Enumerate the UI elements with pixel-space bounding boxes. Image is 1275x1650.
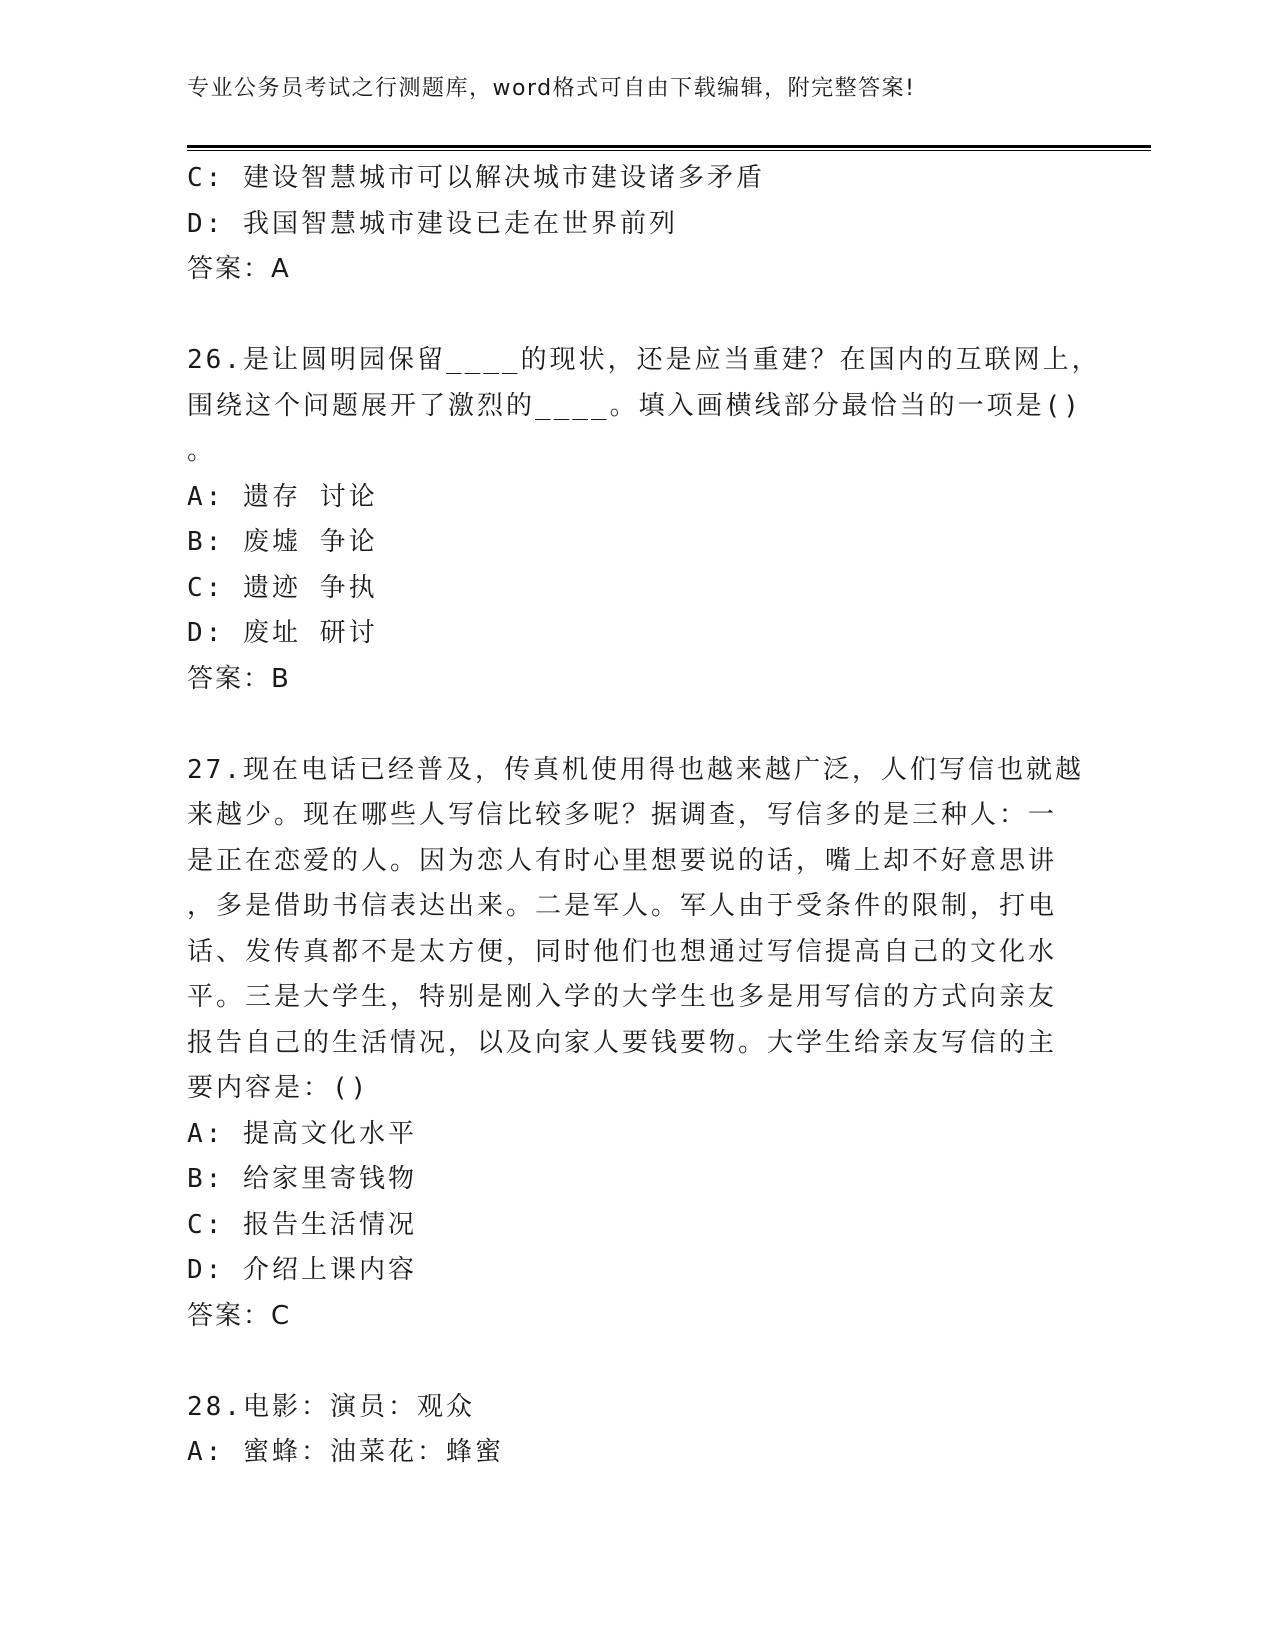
option-a: A: 遗存 讨论 bbox=[187, 481, 378, 512]
page-header: 专业公务员考试之行测题库，word格式可自由下载编辑，附完整答案! bbox=[187, 76, 916, 101]
question-text-line: 来越少。现在哪些人写信比较多呢？据调查，写信多的是三种人：一 bbox=[187, 800, 1058, 830]
spacer bbox=[187, 1339, 1087, 1385]
question-text-line: 要内容是：() bbox=[187, 1073, 370, 1103]
question-text-line: 报告自己的生活情况，以及向家人要钱要物。大学生给亲友写信的主 bbox=[187, 1027, 1058, 1058]
option-c: C: 遗迹 争执 bbox=[187, 572, 378, 603]
answer-line: 答案：B bbox=[187, 663, 291, 694]
question-block-28 bbox=[187, 1385, 1087, 1476]
option-line: C: 建设智慧城市可以解决城市建设诸多矛盾 bbox=[187, 163, 765, 193]
option-d: D: 废址 研讨 bbox=[187, 618, 378, 648]
option-d: D: 介绍上课内容 bbox=[187, 1255, 417, 1285]
question-block-27 bbox=[187, 748, 1087, 1340]
question-text-line: 。 bbox=[187, 436, 217, 466]
document-body bbox=[187, 156, 1101, 1476]
spacer bbox=[187, 293, 1087, 339]
answer-line: 答案：C bbox=[187, 1300, 292, 1331]
question-text-line: 话、发传真都不是太方便，同时他们也想通过写信提高自己的文化水 bbox=[187, 936, 1058, 967]
answer-line: 答案：A bbox=[187, 254, 291, 284]
question-text-line: 28.电影：演员：观众 bbox=[187, 1391, 475, 1422]
header-rule-thick bbox=[187, 145, 1151, 148]
question-text-line: 围绕这个问题展开了激烈的____。填入画横线部分最恰当的一项是() bbox=[187, 390, 1082, 421]
question-text-line: 是正在恋爱的人。因为恋人有时心里想要说的话，嘴上却不好意思讲 bbox=[187, 845, 1058, 876]
spacer bbox=[187, 702, 1087, 748]
option-b: B: 废墟 争论 bbox=[187, 527, 378, 557]
option-a: A: 蜜蜂：油菜花：蜂蜜 bbox=[187, 1437, 504, 1467]
option-line: D: 我国智慧城市建设已走在世界前列 bbox=[187, 208, 678, 239]
option-b: B: 给家里寄钱物 bbox=[187, 1164, 417, 1194]
question-text-line: ，多是借助书信表达出来。二是军人。军人由于受条件的限制，打电 bbox=[187, 891, 1058, 921]
question-text-line: 26.是让圆明园保留____的现状，还是应当重建？在国内的互联网上， bbox=[187, 345, 1101, 375]
question-text-line: 平。三是大学生，特别是刚入学的大学生也多是用写信的方式向亲友 bbox=[187, 982, 1058, 1012]
question-text-line: 27.现在电话已经普及，传真机使用得也越来越广泛，人们写信也就越 bbox=[187, 754, 1084, 785]
question-block-26 bbox=[187, 338, 1101, 702]
option-a: A: 提高文化水平 bbox=[187, 1118, 417, 1149]
question-block-25 bbox=[187, 156, 1087, 293]
header-rule-thin bbox=[187, 150, 1151, 151]
option-c: C: 报告生活情况 bbox=[187, 1209, 417, 1240]
